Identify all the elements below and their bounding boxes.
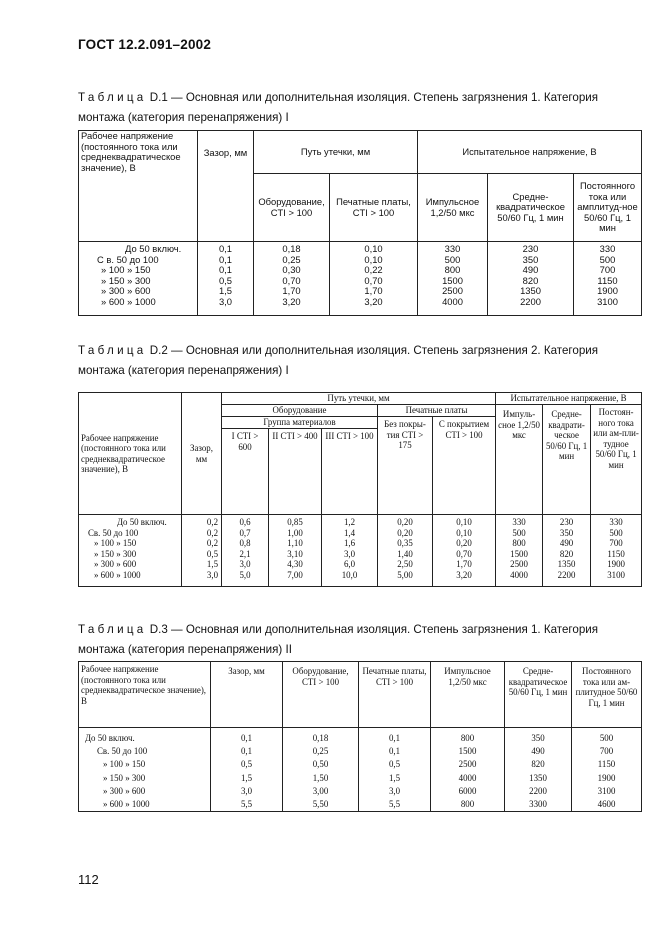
cell: 0,10 xyxy=(364,243,383,254)
cell: 1,4 xyxy=(343,527,356,538)
row-label: До 50 включ. xyxy=(85,733,135,743)
cell: 1,5 xyxy=(206,559,218,570)
cell: 3100 xyxy=(597,785,616,796)
caption-text: D.3 — Основная или дополнительная изоляция. Степень загрязнения 1. Категория монтажа (категория перенапряжения) II xyxy=(78,623,599,656)
cell: 1,5 xyxy=(240,772,253,783)
cell: 1,50 xyxy=(312,772,329,783)
cell: 3,20 xyxy=(456,569,472,580)
header-equipment: Оборудование xyxy=(222,405,378,417)
header-equipment: Оборудование, CTI > 100 xyxy=(283,662,359,728)
column-impulse xyxy=(496,515,543,587)
cell: 0,85 xyxy=(287,517,303,527)
column-no-coating xyxy=(378,515,433,587)
cell: 2,1 xyxy=(239,548,251,559)
header-rms: Средне-квадратическое 50/60 Гц, 1 мин xyxy=(488,174,574,242)
cell: 230 xyxy=(559,517,574,527)
cell: 2,50 xyxy=(397,559,413,570)
cell: 0,70 xyxy=(282,274,301,286)
cell: 0,10 xyxy=(364,253,383,265)
row-label: Св. 50 до 100 xyxy=(97,746,148,757)
cell: 0,18 xyxy=(282,243,301,254)
table-d1 xyxy=(78,130,642,316)
cell: 800 xyxy=(460,799,475,810)
cell: 3100 xyxy=(607,569,625,580)
cell: 6,0 xyxy=(343,559,356,570)
cell: 3,20 xyxy=(364,295,383,307)
cell: 2500 xyxy=(442,285,463,297)
cell: 3,0 xyxy=(218,295,233,307)
cell: 0,2 xyxy=(206,517,218,527)
column-pcb xyxy=(359,728,431,812)
row-label: » 300 » 600 xyxy=(94,559,137,570)
cell: 1500 xyxy=(458,746,477,757)
cell: 1,5 xyxy=(218,285,233,297)
cell: 2200 xyxy=(557,569,576,580)
cell: 0,25 xyxy=(282,253,301,265)
column-rms xyxy=(543,515,591,587)
header-voltage: Рабочее напряжение (постоянного тока или среднеквадратическое значение), В xyxy=(79,131,198,242)
cell: 1,10 xyxy=(287,538,303,549)
cell: 350 xyxy=(522,253,539,265)
cell: 3,0 xyxy=(240,785,253,796)
cell: 0,5 xyxy=(206,548,218,559)
cell: 3,0 xyxy=(239,559,251,570)
cell: 2500 xyxy=(510,559,528,570)
cell: 0,70 xyxy=(456,548,472,559)
column-gap xyxy=(211,728,283,812)
cell: 0,1 xyxy=(388,746,401,757)
header-gap: Зазор, мм xyxy=(211,662,283,728)
cell: 500 xyxy=(599,733,614,743)
cell: 0,1 xyxy=(388,733,401,743)
header-impulse: Импульсное 1,2/50 мкс xyxy=(418,174,488,242)
header-gap: Зазор, мм xyxy=(198,131,254,242)
row-label: » 150 » 300 xyxy=(94,548,137,559)
cell: 350 xyxy=(559,527,574,538)
cell: 1,5 xyxy=(388,772,401,783)
row-label: » 150 » 300 xyxy=(103,772,146,783)
caption-word: Таблица xyxy=(78,623,147,636)
header-voltage: Рабочее напряжение (постоянного тока или среднеквадратическое значение), В xyxy=(79,393,182,515)
caption-word: Таблица xyxy=(78,344,147,357)
row-labels xyxy=(79,515,182,587)
cell: 1150 xyxy=(597,274,618,286)
column-rms xyxy=(488,242,574,316)
column-equipment xyxy=(254,242,330,316)
header-dc: Постоянного тока или амплитуд-ное 50/60 Гц, 1 мин xyxy=(574,174,642,242)
cell: 0,1 xyxy=(240,733,253,743)
cell: 1350 xyxy=(529,772,547,783)
column-group-3 xyxy=(322,515,378,587)
cell: 5,50 xyxy=(312,799,329,810)
header-pcb: Печатные платы, CTI > 100 xyxy=(359,662,431,728)
column-dc xyxy=(572,728,642,812)
cell: 820 xyxy=(559,548,574,559)
cell: 1900 xyxy=(597,285,618,297)
cell: 0,70 xyxy=(364,274,383,286)
header-gap: Зазор, мм xyxy=(182,393,222,515)
cell: 3,20 xyxy=(282,295,301,307)
cell: 0,35 xyxy=(397,538,413,549)
row-label: До 50 включ. xyxy=(125,243,182,254)
cell: 4000 xyxy=(458,772,477,783)
header-pcb: Печатные платы, CTI > 100 xyxy=(330,174,418,242)
column-group-2 xyxy=(269,515,322,587)
cell: 4,30 xyxy=(287,559,303,570)
cell: 1900 xyxy=(597,772,616,783)
cell: 700 xyxy=(599,746,614,757)
cell: 0,7 xyxy=(239,527,251,538)
cell: 1900 xyxy=(607,559,625,570)
cell: 820 xyxy=(531,759,545,770)
cell: 0,1 xyxy=(218,243,233,254)
header-group-2: II CTI > 400 xyxy=(269,429,322,515)
cell: 0,1 xyxy=(218,253,233,265)
column-coating xyxy=(433,515,496,587)
column-group-1 xyxy=(222,515,269,587)
cell: 1350 xyxy=(520,285,541,297)
cell: 4000 xyxy=(442,295,463,307)
cell: 0,20 xyxy=(397,527,413,538)
column-dc xyxy=(574,242,642,316)
cell: 0,8 xyxy=(239,538,251,549)
header-dc: Постоянного тока или ам-плитудное 50/60 Гц, 1 мин xyxy=(572,662,642,728)
cell: 5,0 xyxy=(239,569,251,580)
table-caption xyxy=(78,620,628,660)
cell: 330 xyxy=(512,517,526,527)
cell: 3100 xyxy=(597,295,618,307)
column-pcb xyxy=(330,242,418,316)
cell: 800 xyxy=(512,538,526,549)
cell: 0,18 xyxy=(312,733,329,743)
cell: 1500 xyxy=(510,548,528,559)
row-label: » 300 » 600 xyxy=(101,285,151,297)
cell: 700 xyxy=(609,538,623,549)
column-gap xyxy=(198,242,254,316)
cell: 4600 xyxy=(597,799,616,810)
column-gap xyxy=(182,515,222,587)
header-dc: Постоян-ного тока или ам-пли-тудное 50/60 Гц, 1 мин xyxy=(591,405,642,515)
cell: 0,1 xyxy=(240,746,253,757)
column-impulse xyxy=(418,242,488,316)
cell: 5,00 xyxy=(397,569,413,580)
row-label: » 100 » 150 xyxy=(101,264,151,276)
row-labels xyxy=(79,728,211,812)
row-label: » 100 » 150 xyxy=(103,759,146,770)
column-rms xyxy=(505,728,572,812)
cell: 2200 xyxy=(529,785,547,796)
cell: 3,0 xyxy=(388,785,401,796)
cell: 0,10 xyxy=(456,527,472,538)
cell: 0,2 xyxy=(206,538,218,549)
cell: 0,22 xyxy=(364,264,383,276)
table-caption xyxy=(78,88,628,128)
header-impulse: Импульсное 1,2/50 мкс xyxy=(431,662,505,728)
caption-text: D.2 — Основная или дополнительная изоляция. Степень загрязнения 2. Категория монтажа (категория перенапряжения) I xyxy=(78,344,599,377)
header-pcb: Печатные платы xyxy=(378,405,496,417)
cell: 230 xyxy=(522,243,539,254)
cell: 4000 xyxy=(510,569,528,580)
header-equipment: Оборудование, CTI > 100 xyxy=(254,174,330,242)
cell: 1150 xyxy=(607,548,625,559)
header-rms: Средне-квадратическое 50/60 Гц, 1 мин xyxy=(505,662,572,728)
table-d2 xyxy=(78,392,642,587)
cell: 1150 xyxy=(597,759,616,770)
cell: 500 xyxy=(512,527,526,538)
cell: 490 xyxy=(531,746,545,757)
cell: 330 xyxy=(444,243,461,254)
caption-word: Таблица xyxy=(78,91,147,104)
cell: 7,00 xyxy=(287,569,303,580)
cell: 330 xyxy=(609,517,623,527)
row-label: Св. 50 до 100 xyxy=(88,527,139,538)
cell: 3,0 xyxy=(206,569,218,580)
cell: 0,10 xyxy=(456,517,472,527)
cell: 0,20 xyxy=(397,517,413,527)
row-label: » 300 » 600 xyxy=(103,785,146,796)
cell: 2200 xyxy=(520,295,541,307)
cell: 1,40 xyxy=(397,548,413,559)
cell: 0,1 xyxy=(218,264,233,276)
cell: 1500 xyxy=(442,274,463,286)
cell: 490 xyxy=(559,538,574,549)
header-no-coating: Без покры-тия CTI > 175 xyxy=(378,417,433,515)
header-impulse: Импуль-сное 1,2/50 мкс xyxy=(496,405,543,515)
cell: 0,5 xyxy=(240,759,253,770)
cell: 1,00 xyxy=(287,527,303,538)
cell: 700 xyxy=(599,264,616,276)
cell: 3,00 xyxy=(312,785,329,796)
header-material-group: Группа материалов xyxy=(222,417,378,429)
cell: 0,25 xyxy=(312,746,329,757)
cell: 3,0 xyxy=(343,548,356,559)
header-coating: С покрытием CTI > 100 xyxy=(433,417,496,515)
cell: 500 xyxy=(444,253,461,265)
cell: 0,5 xyxy=(388,759,401,770)
cell: 1350 xyxy=(557,559,576,570)
cell: 3300 xyxy=(529,799,547,810)
column-dc xyxy=(591,515,642,587)
cell: 3,10 xyxy=(287,548,303,559)
row-labels xyxy=(79,242,198,316)
row-label: » 600 » 1000 xyxy=(101,295,156,307)
cell: 1,70 xyxy=(364,285,383,297)
header-creepage: Путь утечки, мм xyxy=(222,393,496,405)
header-creepage: Путь утечки, мм xyxy=(254,131,418,174)
cell: 500 xyxy=(609,527,623,538)
header-voltage: Рабочее напряжение (постоянного тока или среднеквадратическое значение), В xyxy=(79,662,211,728)
row-label: » 100 » 150 xyxy=(94,538,137,549)
cell: 0,30 xyxy=(282,264,301,276)
cell: 5,5 xyxy=(388,799,401,810)
document-header: ГОСТ 12.2.091–2002 xyxy=(78,37,212,52)
row-label: » 600 » 1000 xyxy=(103,799,150,810)
cell: 0,2 xyxy=(206,527,218,538)
cell: 1,70 xyxy=(456,559,472,570)
table-caption xyxy=(78,341,628,381)
row-label: До 50 включ. xyxy=(117,517,167,527)
row-label: » 150 » 300 xyxy=(101,274,151,286)
cell: 10,0 xyxy=(341,569,358,580)
cell: 0,6 xyxy=(239,517,251,527)
cell: 330 xyxy=(599,243,616,254)
table-d3 xyxy=(78,661,642,812)
cell: 820 xyxy=(522,274,539,286)
page-number: 112 xyxy=(78,872,99,887)
caption-text: D.1 — Основная или дополнительная изоляция. Степень загрязнения 1. Категория монтажа (категория перенапряжения) I xyxy=(78,91,599,124)
header-test-voltage: Испытательное напряжение, В xyxy=(418,131,642,174)
column-equipment xyxy=(283,728,359,812)
cell: 0,50 xyxy=(312,759,329,770)
cell: 1,70 xyxy=(282,285,301,297)
cell: 0,20 xyxy=(456,538,472,549)
row-label: » 600 » 1000 xyxy=(94,569,141,580)
cell: 1,2 xyxy=(343,517,356,527)
cell: 0,5 xyxy=(218,274,233,286)
header-group-3: III CTI > 100 xyxy=(322,429,378,515)
cell: 490 xyxy=(522,264,539,276)
cell: 2500 xyxy=(458,759,477,770)
column-impulse xyxy=(431,728,505,812)
cell: 6000 xyxy=(458,785,477,796)
header-group-1: I CTI > 600 xyxy=(222,429,269,515)
cell: 5,5 xyxy=(240,799,253,810)
cell: 1,6 xyxy=(343,538,356,549)
cell: 500 xyxy=(599,253,616,265)
row-label: С в. 50 до 100 xyxy=(97,253,159,265)
header-rms: Средне-квадрати-ческое 50/60 Гц, 1 мин xyxy=(543,405,591,515)
cell: 800 xyxy=(444,264,461,276)
cell: 350 xyxy=(531,733,545,743)
header-test-voltage: Испытательное напряжение, В xyxy=(496,393,642,405)
cell: 800 xyxy=(460,733,475,743)
